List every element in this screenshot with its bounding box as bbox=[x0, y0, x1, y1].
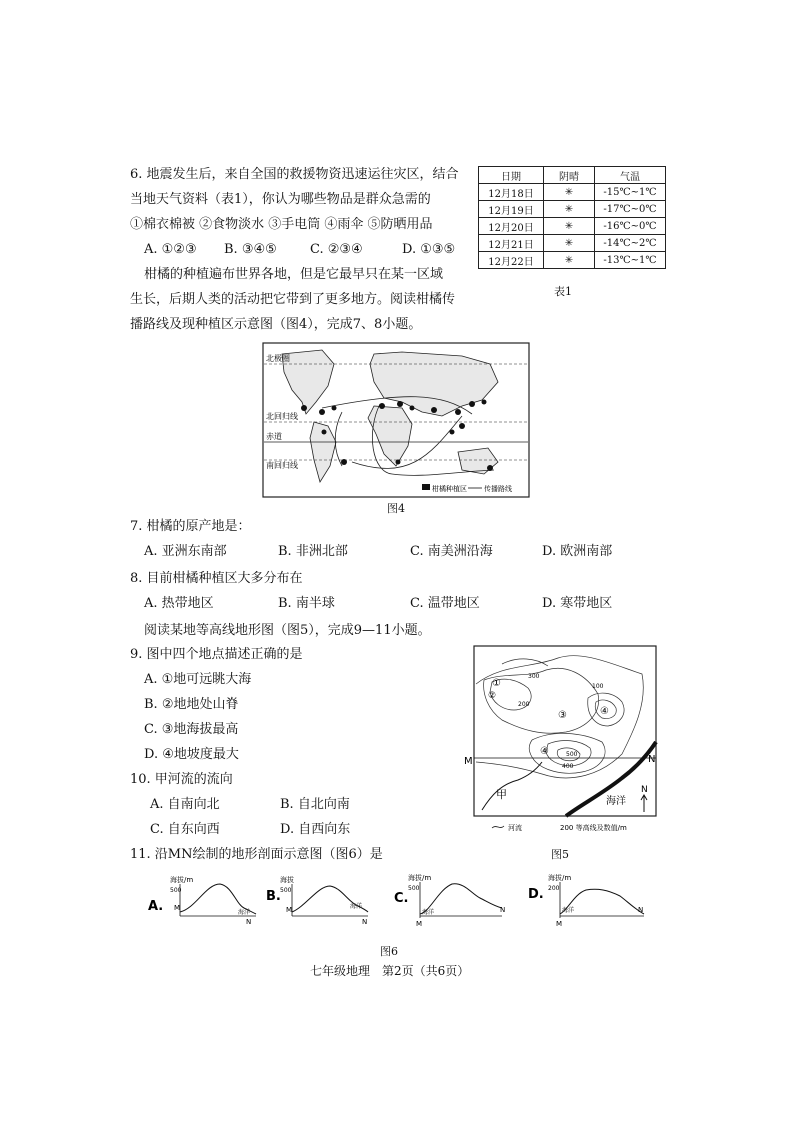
header-temp: 气温 bbox=[595, 167, 666, 184]
table-row bbox=[479, 201, 666, 218]
question-10 bbox=[130, 767, 350, 842]
legend-river-icon bbox=[492, 826, 504, 828]
panel-ylabel: 海拔/m bbox=[548, 874, 572, 882]
point-1: ① bbox=[492, 678, 501, 689]
panel-ylabel: 海拔/m bbox=[170, 876, 194, 884]
option-c: C. 南美洲沿海 bbox=[410, 544, 493, 559]
panel-letter: A. bbox=[148, 899, 164, 914]
snow-icon: ✳ bbox=[544, 201, 595, 218]
passage-line: 柑橘的种植遍布世界各地，但是它最早只在某一区域 bbox=[144, 267, 444, 282]
option-b: B. 自北向南 bbox=[280, 797, 350, 812]
option-d: D. 欧洲南部 bbox=[542, 544, 613, 559]
panel-ylabel: 海拔 bbox=[280, 876, 294, 884]
panel-letter: B. bbox=[266, 889, 281, 904]
option-b: B. ③④⑤ bbox=[224, 242, 277, 257]
legend-route: 传播路线 bbox=[484, 485, 512, 493]
table-row bbox=[479, 218, 666, 235]
passage-line: 生长，后期人类的活动把它带到了更多地方。阅读柑橘传 bbox=[130, 292, 456, 307]
profile-c bbox=[394, 873, 505, 928]
table-header-row bbox=[479, 167, 666, 184]
contour-value: 300 bbox=[528, 673, 540, 680]
river-label: 甲 bbox=[496, 788, 507, 801]
header-weather: 阴晴 bbox=[544, 167, 595, 184]
option-c: C. 温带地区 bbox=[410, 596, 480, 611]
label-equator: 赤道 bbox=[266, 432, 282, 441]
q6-line: ①棉衣棉被 ②食物淡水 ③手电筒 ④雨伞 ⑤防晒用品 bbox=[130, 217, 433, 232]
question-6 bbox=[130, 162, 459, 262]
point-4-lower: ④ bbox=[540, 746, 549, 757]
point-2: ② bbox=[488, 691, 497, 701]
panel-ymax: 500 bbox=[280, 887, 292, 894]
profile-panels bbox=[140, 872, 660, 932]
panel-sea: 海洋 bbox=[562, 907, 575, 914]
north-label: N bbox=[641, 785, 648, 795]
option-a: A. ①②③ bbox=[144, 242, 197, 257]
snow-icon: ✳ bbox=[544, 184, 595, 201]
panel-right: N bbox=[500, 906, 506, 914]
option-d: D. ④地坡度最大 bbox=[144, 747, 239, 762]
panel-left: M bbox=[174, 904, 181, 912]
option-a: A. 热带地区 bbox=[144, 596, 214, 611]
panel-ymax: 200 bbox=[548, 885, 560, 892]
cell-date: 12月18日 bbox=[479, 184, 544, 201]
q10-stem: 10. 甲河流的流向 bbox=[130, 772, 233, 787]
cell-temp: -15℃~1℃ bbox=[595, 184, 666, 201]
q6-line: 当地天气资料（表1），你认为哪些物品是群众急需的 bbox=[130, 192, 431, 207]
figure-5-caption: 图5 bbox=[551, 848, 569, 861]
option-d: D. 自西向东 bbox=[280, 822, 351, 837]
profile-a bbox=[148, 875, 256, 926]
world-map bbox=[262, 342, 530, 498]
option-c: C. 自东向西 bbox=[150, 822, 220, 837]
figure-4-caption: 图4 bbox=[387, 502, 405, 515]
contour-value: 200 bbox=[518, 701, 530, 708]
header-date: 日期 bbox=[479, 167, 544, 184]
legend-area-icon bbox=[422, 484, 430, 490]
panel-sea: 海洋 bbox=[350, 903, 363, 910]
label-tropic-capricorn: 南回归线 bbox=[266, 461, 298, 470]
table-1 bbox=[478, 166, 666, 299]
legend-river: 河流 bbox=[508, 824, 522, 832]
table-row bbox=[479, 184, 666, 201]
q8-options bbox=[130, 591, 612, 616]
profile-d bbox=[528, 873, 644, 928]
q6-line: 6. 地震发生后，来自全国的救援物资迅速运往灾区，结合 bbox=[130, 167, 459, 182]
legend-area: 柑橘种植区 bbox=[432, 485, 467, 493]
q8-stem: 8. 目前柑橘种植区大多分布在 bbox=[130, 571, 303, 586]
figure-6-caption: 图6 bbox=[380, 945, 398, 958]
ocean-label: 海洋 bbox=[606, 796, 626, 807]
panel-letter: D. bbox=[528, 887, 544, 902]
cell-temp: -17℃~0℃ bbox=[595, 201, 666, 218]
panel-sea: 海洋 bbox=[238, 909, 251, 916]
panel-left: M bbox=[286, 906, 293, 914]
q6-options bbox=[130, 237, 459, 262]
panel-ylabel: 海拔/m bbox=[408, 874, 432, 882]
table-row bbox=[479, 235, 666, 252]
figure-5 bbox=[462, 644, 658, 862]
option-d: D. 寒带地区 bbox=[542, 596, 613, 611]
cell-temp: -14℃~2℃ bbox=[595, 235, 666, 252]
label-arctic-circle: 北极圈 bbox=[266, 354, 290, 363]
option-c: C. ②③④ bbox=[310, 242, 363, 257]
q7-stem: 7. 柑橘的原产地是： bbox=[130, 519, 251, 534]
cell-date: 12月20日 bbox=[479, 218, 544, 235]
point-4: ④ bbox=[600, 706, 609, 717]
snow-icon: ✳ bbox=[544, 252, 595, 269]
figure-6 bbox=[140, 872, 660, 936]
table-row bbox=[479, 252, 666, 269]
panel-ymax: 500 bbox=[408, 885, 420, 892]
option-d: D. ①③⑤ bbox=[402, 242, 456, 257]
question-9 bbox=[130, 642, 303, 767]
page-footer: 七年级地理 第2页（共6页） bbox=[310, 964, 470, 978]
passage-line: 播路线及现种植区示意图（图4），完成7、8小题。 bbox=[130, 317, 422, 332]
figure-4 bbox=[262, 342, 530, 516]
panel-right: N bbox=[246, 918, 252, 926]
panel-sea: 海洋 bbox=[422, 909, 435, 916]
option-b: B. 南半球 bbox=[278, 596, 335, 611]
cell-date: 12月21日 bbox=[479, 235, 544, 252]
option-c: C. ③地海拔最高 bbox=[144, 722, 239, 737]
contour-value: 100 bbox=[592, 683, 604, 690]
contour-map bbox=[462, 644, 658, 836]
table-caption: 表1 bbox=[554, 285, 572, 298]
q10-options-row-2 bbox=[130, 817, 350, 842]
cell-date: 12月19日 bbox=[479, 201, 544, 218]
panel-ymax: 500 bbox=[170, 887, 182, 894]
profile-b bbox=[266, 875, 368, 926]
panel-left: M bbox=[416, 920, 423, 928]
panel-left: M bbox=[556, 920, 563, 928]
q7-options bbox=[130, 539, 612, 564]
option-a: A. 自南向北 bbox=[150, 797, 220, 812]
cell-date: 12月22日 bbox=[479, 252, 544, 269]
panel-right: N bbox=[362, 918, 368, 926]
q9-stem: 9. 图中四个地点描述正确的是 bbox=[130, 647, 303, 662]
contour-value: 500 bbox=[566, 751, 578, 758]
question-11: 11. 沿MN绘制的地形剖面示意图（图6）是 bbox=[130, 847, 383, 862]
cell-temp: -13℃~1℃ bbox=[595, 252, 666, 269]
weather-table bbox=[478, 166, 666, 269]
passage-citrus bbox=[130, 262, 455, 337]
option-a: A. ①地可远眺大海 bbox=[144, 672, 252, 687]
panel-right: N bbox=[638, 906, 644, 914]
label-tropic-cancer: 北回归线 bbox=[266, 412, 298, 421]
contour-value: 400 bbox=[562, 763, 574, 770]
question-8 bbox=[130, 566, 612, 616]
passage-contour: 阅读某地等高线地形图（图5），完成9—11小题。 bbox=[144, 623, 431, 638]
point-3: ③ bbox=[558, 710, 567, 721]
option-a: A. 亚洲东南部 bbox=[144, 544, 227, 559]
question-7 bbox=[130, 514, 612, 564]
label-n: N bbox=[648, 754, 656, 765]
cell-temp: -16℃~0℃ bbox=[595, 218, 666, 235]
option-b: B. 非洲北部 bbox=[278, 544, 348, 559]
q10-options-row-1 bbox=[130, 792, 350, 817]
snow-icon: ✳ bbox=[544, 235, 595, 252]
label-m: M bbox=[464, 756, 473, 767]
legend-contour: 200 等高线及数值/m bbox=[560, 824, 627, 832]
panel-letter: C. bbox=[394, 891, 409, 906]
snow-icon: ✳ bbox=[544, 218, 595, 235]
option-b: B. ②地地处山脊 bbox=[144, 697, 239, 712]
